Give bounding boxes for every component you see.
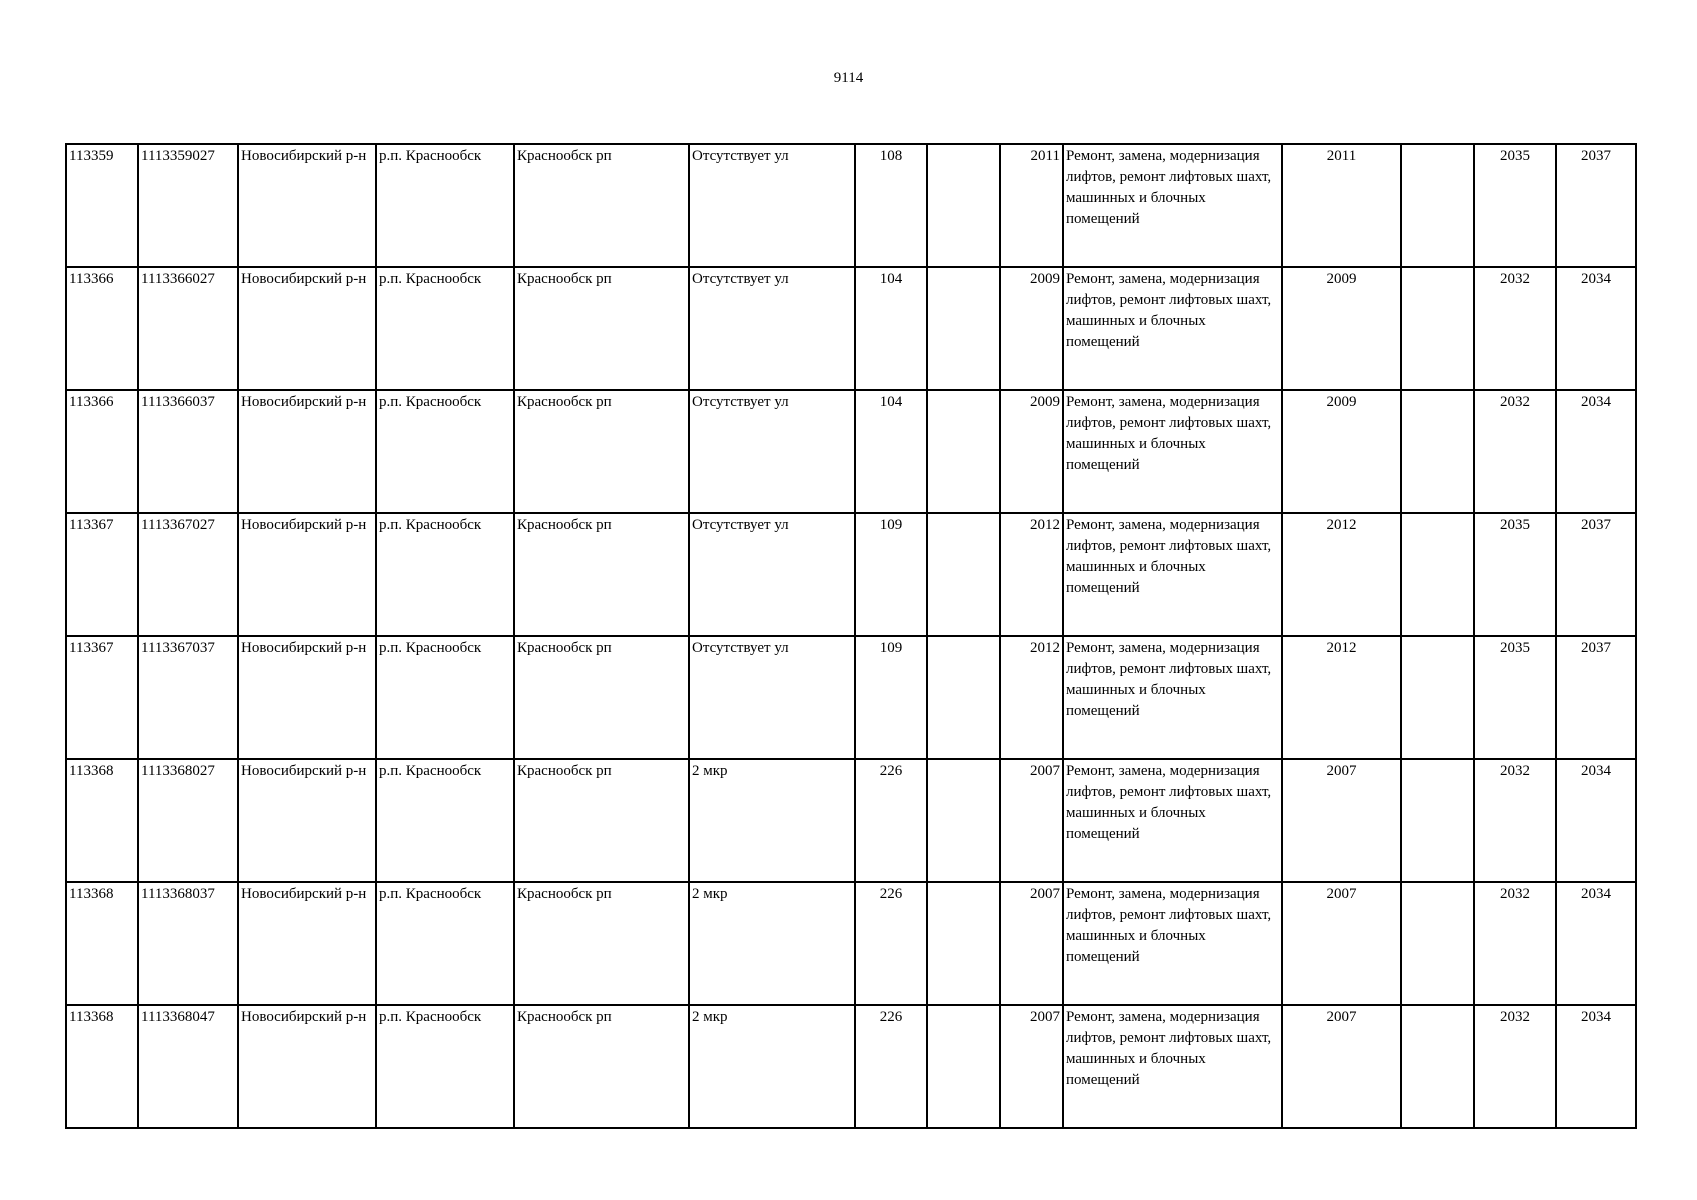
house-number-cell: 226 bbox=[855, 759, 927, 882]
register-table bbox=[65, 143, 1637, 1129]
house-id-cell: 113367 bbox=[66, 513, 138, 636]
empty-cell bbox=[1401, 759, 1474, 882]
house-number-cell: 108 bbox=[855, 144, 927, 267]
empty-cell bbox=[927, 513, 1000, 636]
plan-start-cell: 2032 bbox=[1474, 267, 1556, 390]
empty-cell bbox=[927, 1005, 1000, 1128]
empty-cell bbox=[1401, 390, 1474, 513]
settlement-cell: р.п. Краснообск bbox=[376, 144, 514, 267]
settlement-cell: р.п. Краснообск bbox=[376, 513, 514, 636]
plan-start-cell: 2032 bbox=[1474, 882, 1556, 1005]
year-cell: 2012 bbox=[1000, 636, 1063, 759]
empty-cell bbox=[927, 267, 1000, 390]
plan-end-cell: 2034 bbox=[1556, 882, 1636, 1005]
district-cell: Новосибирский р-н bbox=[238, 513, 376, 636]
work-year-cell: 2012 bbox=[1282, 513, 1401, 636]
work-type-cell: Ремонт, замена, модернизация лифтов, ремонт лифтовых шахт, машинных и блочных помещений bbox=[1063, 636, 1282, 759]
empty-cell bbox=[1401, 144, 1474, 267]
street-cell: 2 мкр bbox=[689, 882, 855, 1005]
locality-cell: Краснообск рп bbox=[514, 144, 689, 267]
street-cell: Отсутствует ул bbox=[689, 390, 855, 513]
house-id-cell: 113368 bbox=[66, 1005, 138, 1128]
house-number-cell: 226 bbox=[855, 882, 927, 1005]
plan-end-cell: 2037 bbox=[1556, 144, 1636, 267]
street-cell: Отсутствует ул bbox=[689, 513, 855, 636]
district-cell: Новосибирский р-н bbox=[238, 759, 376, 882]
year-cell: 2007 bbox=[1000, 1005, 1063, 1128]
table-row bbox=[66, 636, 1636, 759]
table-row bbox=[66, 513, 1636, 636]
table-row bbox=[66, 144, 1636, 267]
empty-cell bbox=[927, 759, 1000, 882]
district-cell: Новосибирский р-н bbox=[238, 267, 376, 390]
work-year-cell: 2012 bbox=[1282, 636, 1401, 759]
plan-start-cell: 2035 bbox=[1474, 636, 1556, 759]
element-id-cell: 1113359027 bbox=[138, 144, 238, 267]
work-type-cell: Ремонт, замена, модернизация лифтов, ремонт лифтовых шахт, машинных и блочных помещений bbox=[1063, 267, 1282, 390]
empty-cell bbox=[927, 882, 1000, 1005]
work-type-cell: Ремонт, замена, модернизация лифтов, ремонт лифтовых шахт, машинных и блочных помещений bbox=[1063, 882, 1282, 1005]
plan-end-cell: 2034 bbox=[1556, 390, 1636, 513]
table-row bbox=[66, 759, 1636, 882]
house-number-cell: 109 bbox=[855, 636, 927, 759]
house-number-cell: 104 bbox=[855, 267, 927, 390]
plan-end-cell: 2034 bbox=[1556, 759, 1636, 882]
plan-start-cell: 2032 bbox=[1474, 759, 1556, 882]
work-type-cell: Ремонт, замена, модернизация лифтов, ремонт лифтовых шахт, машинных и блочных помещений bbox=[1063, 144, 1282, 267]
settlement-cell: р.п. Краснообск bbox=[376, 1005, 514, 1128]
work-year-cell: 2011 bbox=[1282, 144, 1401, 267]
element-id-cell: 1113367027 bbox=[138, 513, 238, 636]
table-body bbox=[66, 144, 1636, 1128]
locality-cell: Краснообск рп bbox=[514, 1005, 689, 1128]
element-id-cell: 1113367037 bbox=[138, 636, 238, 759]
locality-cell: Краснообск рп bbox=[514, 390, 689, 513]
district-cell: Новосибирский р-н bbox=[238, 882, 376, 1005]
locality-cell: Краснообск рп bbox=[514, 882, 689, 1005]
district-cell: Новосибирский р-н bbox=[238, 1005, 376, 1128]
empty-cell bbox=[927, 144, 1000, 267]
settlement-cell: р.п. Краснообск bbox=[376, 390, 514, 513]
empty-cell bbox=[1401, 636, 1474, 759]
house-number-cell: 104 bbox=[855, 390, 927, 513]
plan-start-cell: 2035 bbox=[1474, 513, 1556, 636]
house-number-cell: 226 bbox=[855, 1005, 927, 1128]
element-id-cell: 1113366037 bbox=[138, 390, 238, 513]
district-cell: Новосибирский р-н bbox=[238, 390, 376, 513]
plan-end-cell: 2037 bbox=[1556, 636, 1636, 759]
empty-cell bbox=[927, 636, 1000, 759]
work-year-cell: 2007 bbox=[1282, 1005, 1401, 1128]
locality-cell: Краснообск рп bbox=[514, 636, 689, 759]
locality-cell: Краснообск рп bbox=[514, 759, 689, 882]
plan-end-cell: 2034 bbox=[1556, 267, 1636, 390]
table-row bbox=[66, 267, 1636, 390]
empty-cell bbox=[1401, 267, 1474, 390]
element-id-cell: 1113366027 bbox=[138, 267, 238, 390]
table-row bbox=[66, 1005, 1636, 1128]
work-type-cell: Ремонт, замена, модернизация лифтов, ремонт лифтовых шахт, машинных и блочных помещений bbox=[1063, 513, 1282, 636]
year-cell: 2009 bbox=[1000, 390, 1063, 513]
plan-start-cell: 2032 bbox=[1474, 390, 1556, 513]
house-id-cell: 113366 bbox=[66, 390, 138, 513]
page-number: 9114 bbox=[833, 70, 864, 86]
district-cell: Новосибирский р-н bbox=[238, 144, 376, 267]
plan-start-cell: 2032 bbox=[1474, 1005, 1556, 1128]
element-id-cell: 1113368037 bbox=[138, 882, 238, 1005]
street-cell: 2 мкр bbox=[689, 1005, 855, 1128]
year-cell: 2009 bbox=[1000, 267, 1063, 390]
house-id-cell: 113359 bbox=[66, 144, 138, 267]
year-cell: 2012 bbox=[1000, 513, 1063, 636]
settlement-cell: р.п. Краснообск bbox=[376, 267, 514, 390]
empty-cell bbox=[1401, 513, 1474, 636]
house-number-cell: 109 bbox=[855, 513, 927, 636]
work-type-cell: Ремонт, замена, модернизация лифтов, ремонт лифтовых шахт, машинных и блочных помещений bbox=[1063, 1005, 1282, 1128]
empty-cell bbox=[1401, 882, 1474, 1005]
settlement-cell: р.п. Краснообск bbox=[376, 759, 514, 882]
table-row bbox=[66, 882, 1636, 1005]
year-cell: 2007 bbox=[1000, 759, 1063, 882]
element-id-cell: 1113368047 bbox=[138, 1005, 238, 1128]
work-year-cell: 2009 bbox=[1282, 390, 1401, 513]
street-cell: 2 мкр bbox=[689, 759, 855, 882]
settlement-cell: р.п. Краснообск bbox=[376, 882, 514, 1005]
house-id-cell: 113368 bbox=[66, 882, 138, 1005]
table-row bbox=[66, 390, 1636, 513]
settlement-cell: р.п. Краснообск bbox=[376, 636, 514, 759]
plan-end-cell: 2037 bbox=[1556, 513, 1636, 636]
year-cell: 2007 bbox=[1000, 882, 1063, 1005]
locality-cell: Краснообск рп bbox=[514, 267, 689, 390]
empty-cell bbox=[927, 390, 1000, 513]
element-id-cell: 1113368027 bbox=[138, 759, 238, 882]
street-cell: Отсутствует ул bbox=[689, 144, 855, 267]
empty-cell bbox=[1401, 1005, 1474, 1128]
locality-cell: Краснообск рп bbox=[514, 513, 689, 636]
year-cell: 2011 bbox=[1000, 144, 1063, 267]
work-type-cell: Ремонт, замена, модернизация лифтов, ремонт лифтовых шахт, машинных и блочных помещений bbox=[1063, 759, 1282, 882]
street-cell: Отсутствует ул bbox=[689, 636, 855, 759]
work-year-cell: 2009 bbox=[1282, 267, 1401, 390]
district-cell: Новосибирский р-н bbox=[238, 636, 376, 759]
work-year-cell: 2007 bbox=[1282, 759, 1401, 882]
plan-start-cell: 2035 bbox=[1474, 144, 1556, 267]
street-cell: Отсутствует ул bbox=[689, 267, 855, 390]
house-id-cell: 113368 bbox=[66, 759, 138, 882]
work-type-cell: Ремонт, замена, модернизация лифтов, ремонт лифтовых шахт, машинных и блочных помещений bbox=[1063, 390, 1282, 513]
plan-end-cell: 2034 bbox=[1556, 1005, 1636, 1128]
work-year-cell: 2007 bbox=[1282, 882, 1401, 1005]
house-id-cell: 113367 bbox=[66, 636, 138, 759]
house-id-cell: 113366 bbox=[66, 267, 138, 390]
